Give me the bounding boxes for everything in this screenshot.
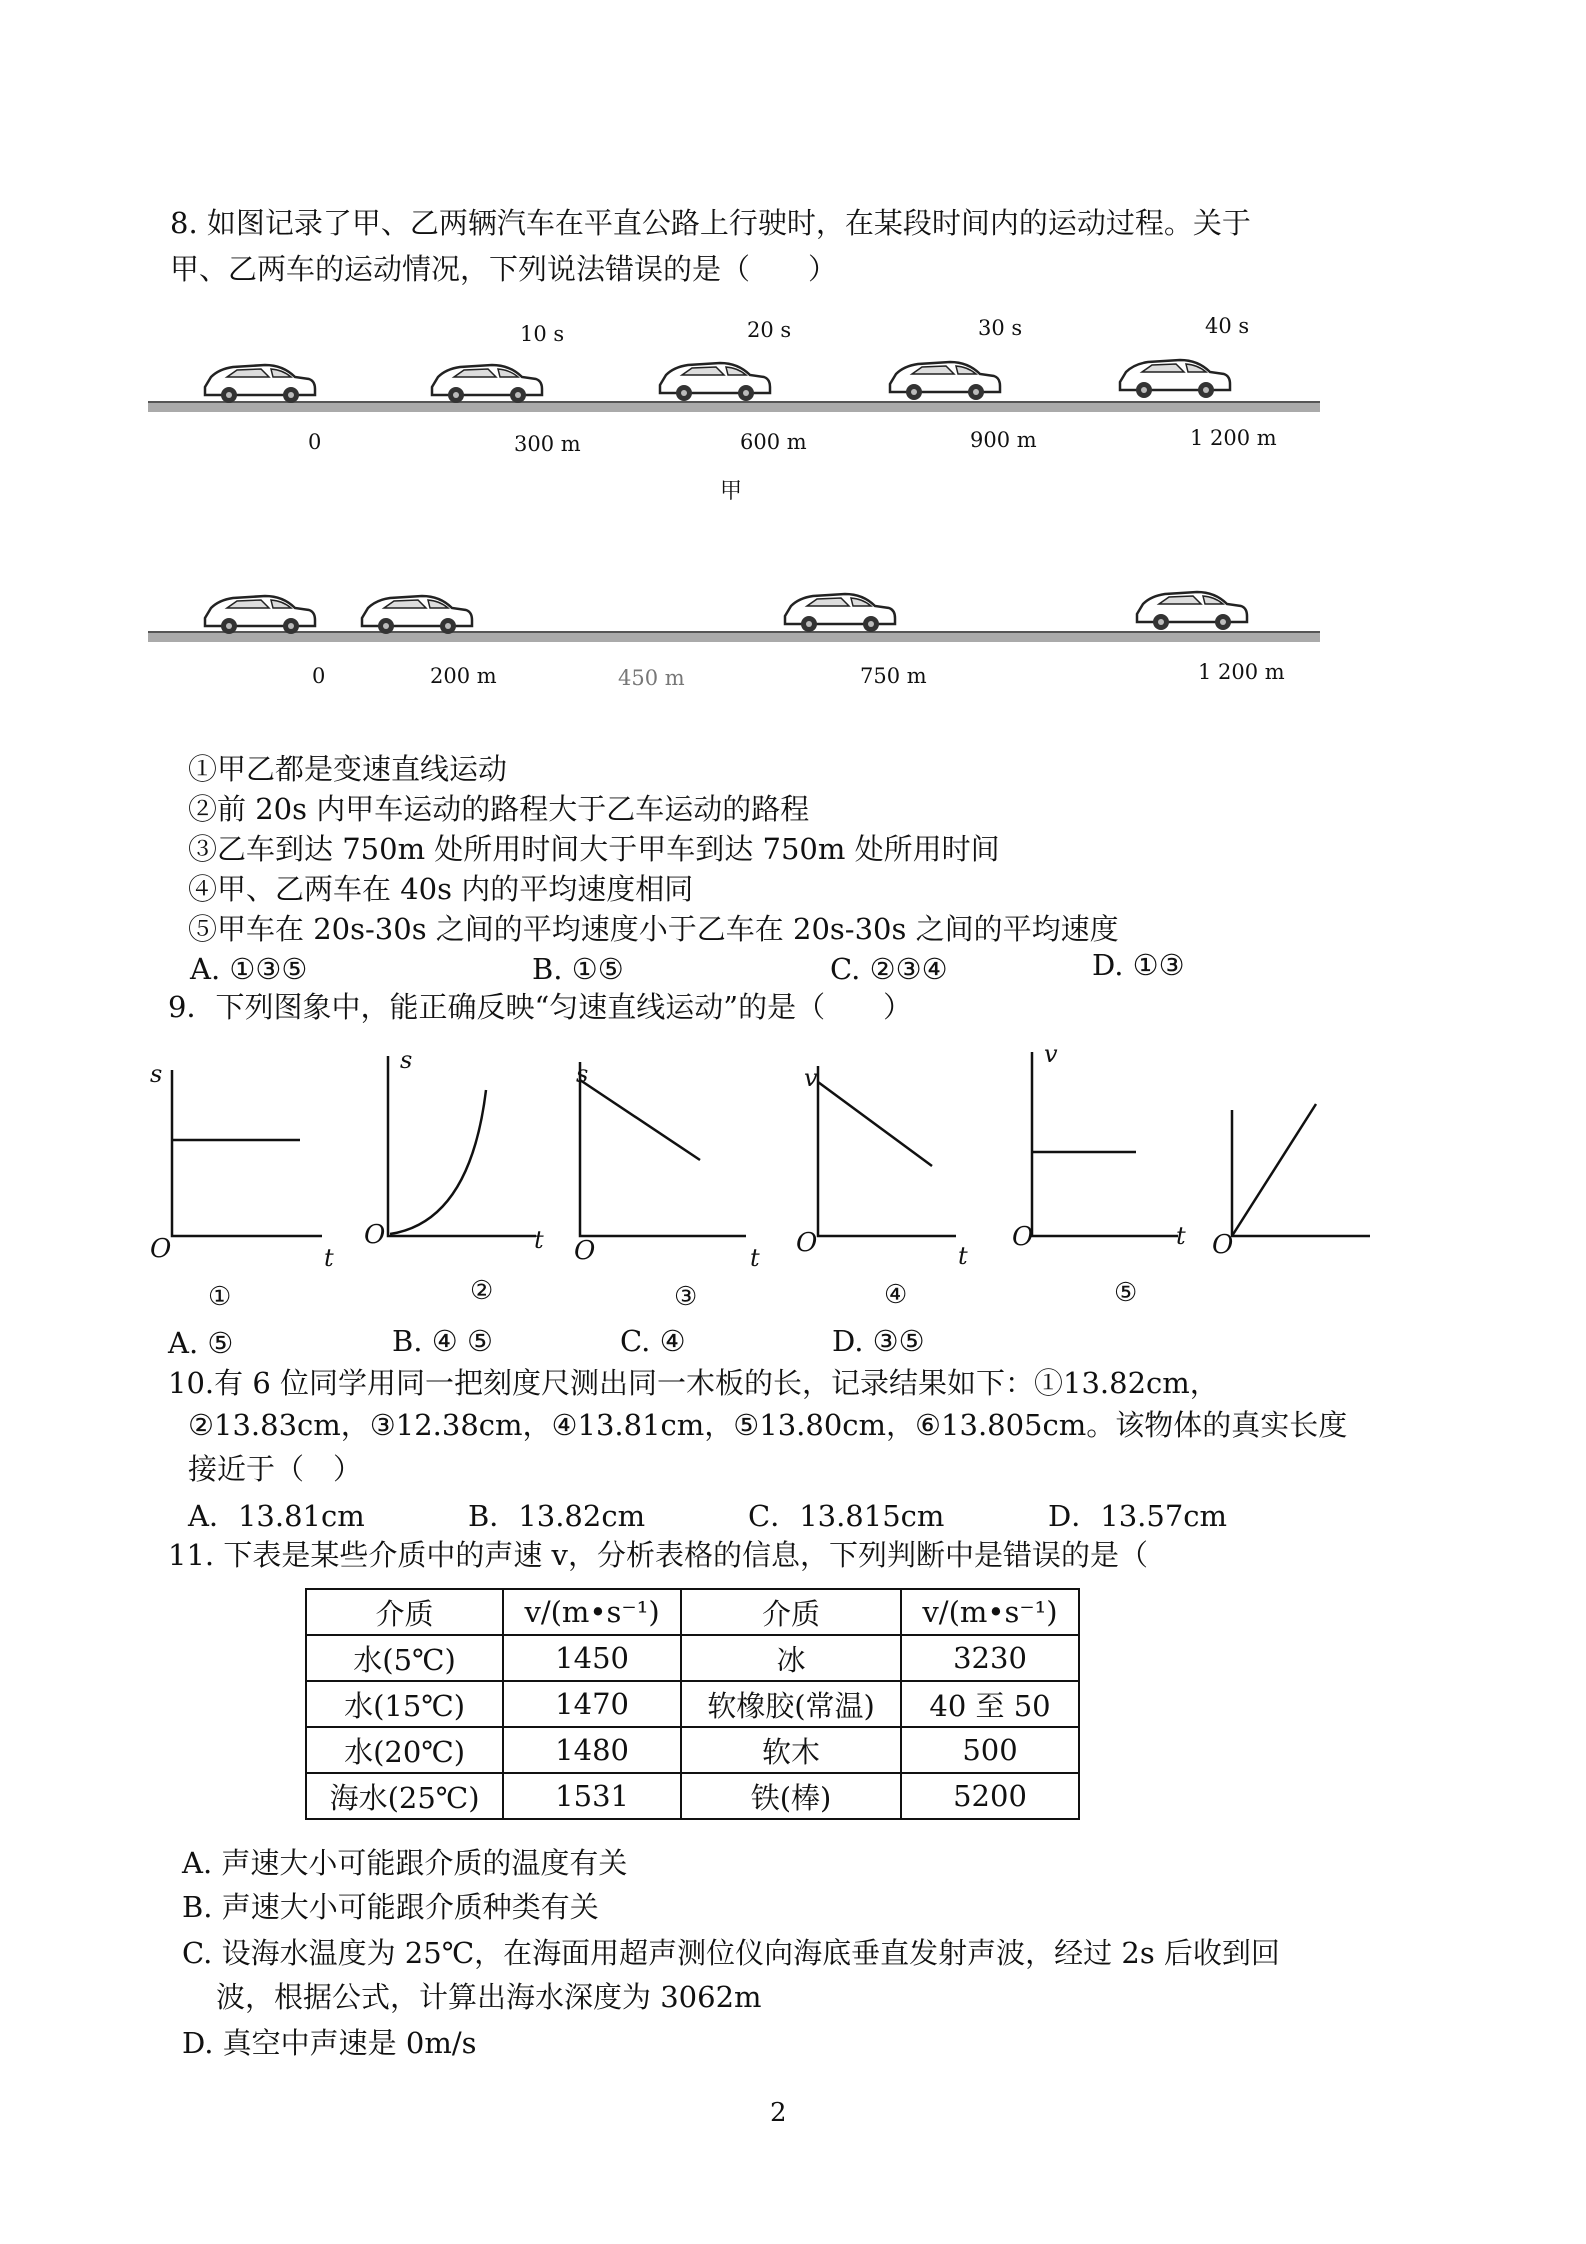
jia-mark-1200: 1 200 m [1190,426,1277,450]
graph4-tlabel: t [958,1242,968,1270]
q8-option-b: B. ①⑤ [532,952,624,986]
q9-option-a: A. ⑤ [168,1326,234,1360]
table-header: 介质 [681,1589,901,1635]
table-row [306,1773,1079,1819]
graph1-origin: O [150,1234,172,1264]
graph4-origin: O [796,1228,818,1258]
table-cell: 水(20℃) [306,1727,503,1773]
q10-option-c: C．13.815cm [748,1499,945,1533]
table-cell: 水(5℃) [306,1635,503,1681]
graph4-axes [818,1066,956,1236]
table-cell: 水(15℃) [306,1681,503,1727]
q11-stem: 11. 下表是某些介质中的声速 v，分析表格的信息，下列判断中是错误的是（ [168,1538,1148,1572]
graph5-tlabel: t [1176,1222,1186,1250]
q10-stem-line1: 10.有 6 位同学用同一把刻度尺测出同一木板的长，记录结果如下：①13.82cm， [168,1366,1219,1400]
graph4-line [818,1082,932,1166]
table-cell: 1531 [503,1773,681,1819]
graph2-ylabel: s [400,1046,413,1074]
table-cell: 3230 [901,1635,1079,1681]
jia-label: 甲 [720,479,743,504]
yi-mark-0: 0 [312,664,326,688]
yi-mark-1200: 1 200 m [1198,660,1285,684]
q8-stem-line1: 8. 如图记录了甲、乙两辆汽车在平直公路上行驶时，在某段时间内的运动过程。关于 [170,206,1251,240]
q10-option-b: B．13.82cm [468,1499,646,1533]
table-cell: 500 [901,1727,1079,1773]
table-row [306,1635,1079,1681]
q8-stem-line2: 甲、乙两车的运动情况，下列说法错误的是（ ） [170,252,838,286]
q11-option-c-line2: 波，根据公式，计算出海水深度为 3062m [216,1980,762,2014]
graph2-axes [388,1056,536,1236]
q9-option-b: B. ④ ⑤ [392,1324,493,1358]
table-cell: 冰 [681,1635,901,1681]
q10-option-a: A．13.81cm [188,1499,365,1533]
table-cell: 铁(棒) [681,1773,901,1819]
graph3-tlabel: t [750,1244,760,1272]
graph1-caption: ① [208,1282,232,1312]
graph2-curve [390,1090,486,1234]
yi-mark-750: 750 m [860,664,927,688]
graph3-axes [580,1062,746,1236]
jia-time-40s: 40 s [1205,314,1250,338]
graph6-origin: O [1212,1230,1234,1260]
q10-stem-line2: ②13.83cm，③12.38cm，④13.81cm，⑤13.80cm，⑥13.805cm。该物体的真实长度 [188,1408,1348,1442]
graph5-ylabel: v [1044,1040,1058,1068]
table-cell: 软橡胶(常温) [681,1681,901,1727]
graph2-caption: ② [470,1276,494,1306]
q8-statement-3: ③乙车到达 750m 处所用时间大于甲车到达 750m 处所用时间 [188,832,1000,866]
q8-statement-4: ④甲、乙两车在 40s 内的平均速度相同 [188,872,694,906]
sound-speed-table [305,1588,1080,1820]
table-cell: 1470 [503,1681,681,1727]
graph3-origin: O [574,1236,596,1266]
jia-mark-300: 300 m [514,432,581,456]
q9-option-d: D. ③⑤ [832,1324,925,1358]
jia-time-20s: 20 s [747,318,792,342]
graph4-ylabel: v [804,1064,818,1092]
q10-option-d: D．13.57cm [1048,1499,1228,1533]
jia-mark-0: 0 [308,430,322,454]
q11-option-b: B. 声速大小可能跟介质种类有关 [182,1890,599,1924]
q8-statement-5: ⑤甲车在 20s-30s 之间的平均速度小于乙车在 20s-30s 之间的平均速度 [188,912,1119,946]
graph3-line [580,1080,700,1160]
table-cell: 5200 [901,1773,1079,1819]
q11-option-c-line1: C. 设海水温度为 25℃，在海面用超声测位仪向海底垂直发射声波，经过 2s 后收到回 [182,1936,1280,1970]
graph3-caption: ③ [674,1282,698,1312]
q8-option-a: A. ①③⑤ [190,952,308,986]
q8-statement-1: ①甲乙都是变速直线运动 [188,752,508,786]
table-header-row [306,1589,1079,1635]
q9-option-c: C. ④ [620,1324,686,1358]
jia-time-10s: 10 s [520,322,565,346]
graph3-ylabel: s [576,1060,589,1088]
table-cell: 软木 [681,1727,901,1773]
q11-option-d: D. 真空中声速是 0m/s [182,2026,477,2060]
graph2-tlabel: t [534,1226,544,1254]
graph1-tlabel: t [324,1244,334,1272]
graph5-caption: ⑤ [1114,1278,1138,1308]
jia-mark-600: 600 m [740,430,807,454]
graph5-axes [1032,1052,1178,1236]
table-cell: 1480 [503,1727,681,1773]
graph6-line [1232,1104,1316,1236]
table-header: v/(m•s⁻¹) [503,1589,681,1635]
table-header: v/(m•s⁻¹) [901,1589,1079,1635]
graph4-caption: ④ [884,1280,908,1310]
table-cell: 海水(25℃) [306,1773,503,1819]
q8-option-c: C. ②③④ [830,952,948,986]
page-number: 2 [770,2098,787,2128]
table-cell: 40 至 50 [901,1681,1079,1727]
yi-mark-450: 450 m [618,666,685,690]
jia-mark-900: 900 m [970,428,1037,452]
graph2-origin: O [364,1220,386,1250]
table-header: 介质 [306,1589,503,1635]
graph5-origin: O [1012,1222,1034,1252]
jia-time-30s: 30 s [978,316,1023,340]
table-row [306,1681,1079,1727]
q10-stem-line3: 接近于（ ） [188,1452,363,1486]
table-cell: 1450 [503,1635,681,1681]
q11-option-a: A. 声速大小可能跟介质的温度有关 [182,1846,628,1880]
graph1-ylabel: s [150,1060,163,1088]
q8-statement-2: ②前 20s 内甲车运动的路程大于乙车运动的路程 [188,792,810,826]
yi-mark-200: 200 m [430,664,497,688]
q9-stem: 9．下列图象中，能正确反映“匀速直线运动”的是（ ） [168,990,913,1024]
graph1-axes [172,1070,322,1236]
table-row [306,1727,1079,1773]
q8-option-d: D. ①③ [1092,948,1185,982]
